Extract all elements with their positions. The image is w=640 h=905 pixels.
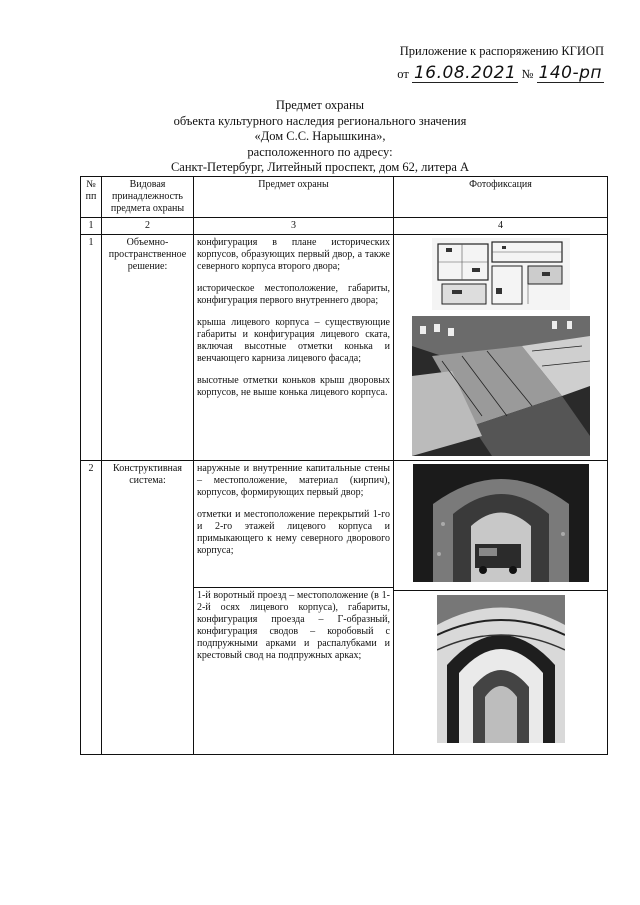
handwritten-number: 140-рп (538, 63, 602, 83)
row-type: Объемно-пространственное решение: (102, 235, 194, 461)
from-label: от (397, 67, 409, 81)
table-header-row (81, 177, 608, 218)
row-number: 2 (81, 461, 102, 755)
annex-header (397, 42, 604, 83)
col-number-2: 2 (102, 218, 194, 235)
col-number-4: 4 (394, 218, 608, 235)
number-label: № (521, 67, 534, 81)
col-number-1: 1 (81, 218, 102, 235)
subject-group-a (194, 461, 393, 587)
subject-group-b (194, 587, 393, 751)
title-line-4: расположенного по адресу: (247, 144, 393, 159)
subject-item: крыша лицевого корпуса – существующие габариты и конфигурация лицевого ската, включая высотные отметки конька и венчающего карниза лицевого фасада; (197, 317, 390, 364)
col-number-3: 3 (194, 218, 394, 235)
row-subject-items (194, 461, 394, 755)
vaulted-arch-photo (437, 595, 565, 743)
title-line-3: «Дом С.С. Нарышкина», (254, 129, 386, 143)
document-title (0, 98, 640, 176)
gateway-passage-photo (413, 464, 589, 582)
row-photos (394, 461, 608, 755)
aerial-roof-photo (412, 316, 590, 456)
subject-item: 1-й воротный проезд – местоположение (в 1-2-й осях лицевого корпуса), габариты, конфигурация проезда – Г-образный, конфигурация сводов – коробовый с подпружными арками и распалубками и крестовый свод на подпружных арках; (197, 590, 390, 661)
header-num: № пп (81, 177, 102, 218)
photo-group-b (394, 590, 607, 754)
row-subject-items (194, 235, 394, 461)
annex-date-line (397, 64, 604, 83)
handwritten-date: 16.08.2021 (413, 63, 517, 83)
subject-item: наружные и внутренние капитальные стены – местоположение, материал (кирпич), корпусов, формирующих первый двор; (197, 463, 390, 498)
column-number-row (81, 218, 608, 235)
photo-group-a (394, 464, 607, 590)
site-plan-drawing (432, 238, 570, 310)
header-type: Видовая принадлежность предмета охраны (102, 177, 194, 218)
protection-subject-table (80, 176, 608, 755)
annex-label: Приложение к распоряжению КГИОП (399, 44, 604, 58)
row-photos (394, 235, 608, 461)
header-subject: Предмет охраны (194, 177, 394, 218)
title-line-2: объекта культурного наследия регионального значения (173, 113, 467, 128)
subject-item: высотные отметки коньков крыш дворовых корпусов, не выше конька лицевого корпуса. (197, 375, 390, 398)
table-row (81, 461, 608, 755)
row-number: 1 (81, 235, 102, 461)
table-row (81, 235, 608, 461)
subject-item: отметки и местоположение перекрытий 1-го и 2-го этажей лицевого корпуса и примыкающего к нему северного дворового корпуса; (197, 509, 390, 556)
title-line-5: Санкт-Петербург, Литейный проспект, дом 62, литера А (170, 160, 470, 174)
title-line-1: Предмет охраны (275, 98, 365, 112)
header-photo: Фотофиксация (394, 177, 608, 218)
row-type: Конструктивная система: (102, 461, 194, 755)
subject-item: историческое местоположение, габариты, конфигурация первого внутреннего двора; (197, 283, 390, 306)
subject-item: конфигурация в плане исторических корпусов, образующих первый двор, а также северного корпуса второго двора; (197, 237, 390, 272)
